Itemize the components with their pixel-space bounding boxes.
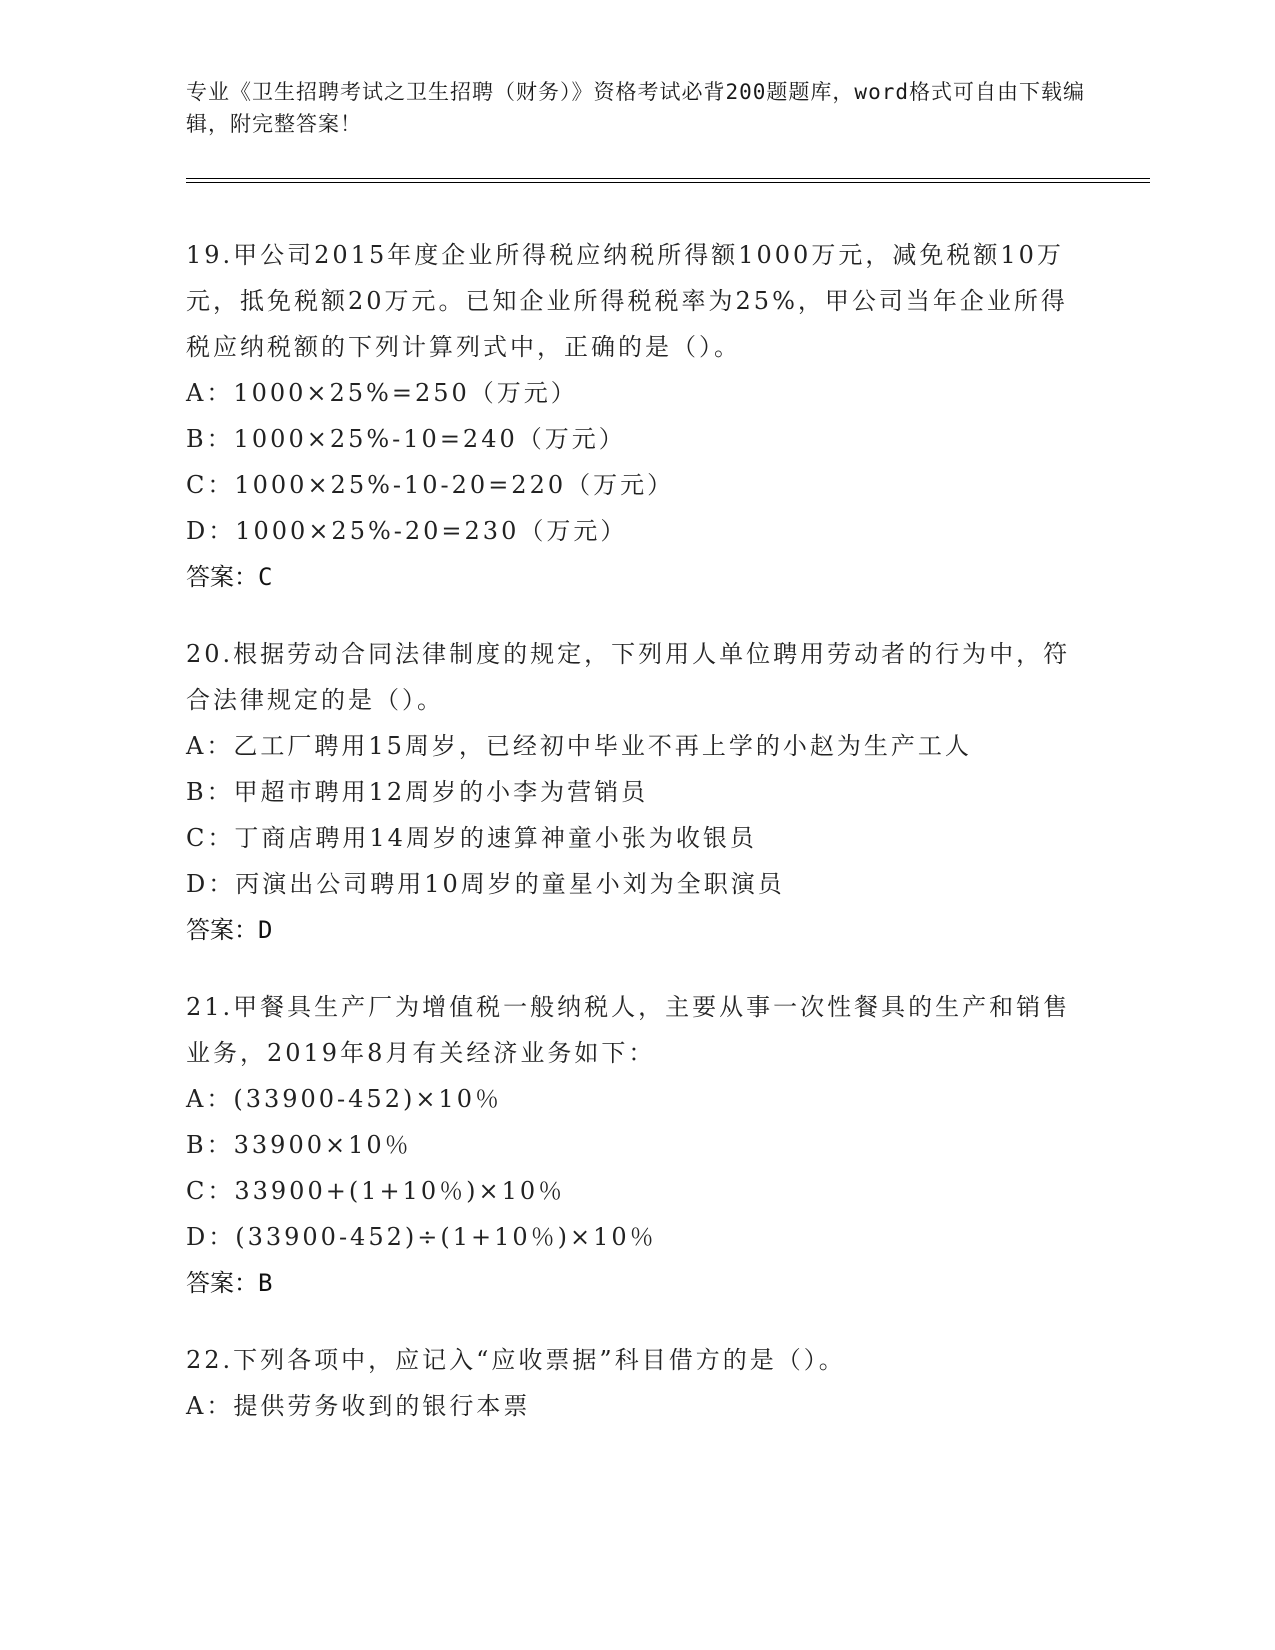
question-list [186, 232, 1086, 1460]
header-divider [186, 178, 1150, 179]
answer: 答案：D [186, 916, 273, 944]
question-stem: 19.甲公司2015年度企业所得税应纳税所得额1000万元，减免税额10万元，抵免税额20万元。已知企业所得税税率为25%，甲公司当年企业所得税应纳税额的下列计算列式中，正确的是（）。 [186, 241, 1068, 361]
option-a: A：1000×25%=250（万元） [186, 379, 578, 407]
option-c: C：33900+(1+10％)×10％ [186, 1177, 566, 1205]
answer: 答案：C [186, 563, 273, 591]
question-stem: 21.甲餐具生产厂为增值税一般纳税人，主要从事一次性餐具的生产和销售业务，2019年8月有关经济业务如下： [186, 993, 1071, 1067]
question-20 [186, 631, 1086, 953]
document-header: 专业《卫生招聘考试之卫生招聘（财务）》资格考试必背200题题库，word格式可自由下载编辑，附完整答案！ [186, 80, 1085, 136]
question-22 [186, 1337, 1086, 1429]
question-stem: 20.根据劳动合同法律制度的规定，下列用人单位聘用劳动者的行为中，符合法律规定的是（）。 [186, 640, 1071, 714]
option-b: B：33900×10％ [186, 1131, 412, 1159]
option-a: A：(33900-452)×10％ [186, 1085, 502, 1113]
option-d: D：1000×25%-20=230（万元） [186, 517, 628, 545]
option-d: D：(33900-452)÷(1+10％)×10％ [186, 1223, 657, 1251]
option-a: A：乙工厂聘用15周岁，已经初中毕业不再上学的小赵为生产工人 [186, 732, 972, 760]
header-divider-double [186, 182, 1150, 183]
option-c: C：1000×25%-10-20=220（万元） [186, 471, 675, 499]
option-d: D：丙演出公司聘用10周岁的童星小刘为全职演员 [186, 870, 785, 898]
option-b: B：1000×25%-10=240（万元） [186, 425, 626, 453]
option-a: A：提供劳务收到的银行本票 [186, 1392, 531, 1420]
question-19 [186, 232, 1086, 600]
question-stem: 22.下列各项中，应记入“应收票据”科目借方的是（）。 [186, 1346, 846, 1374]
question-21 [186, 984, 1086, 1306]
answer: 答案：B [186, 1269, 273, 1297]
option-b: B：甲超市聘用12周岁的小李为营销员 [186, 778, 649, 806]
option-c: C：丁商店聘用14周岁的速算神童小张为收银员 [186, 824, 757, 852]
